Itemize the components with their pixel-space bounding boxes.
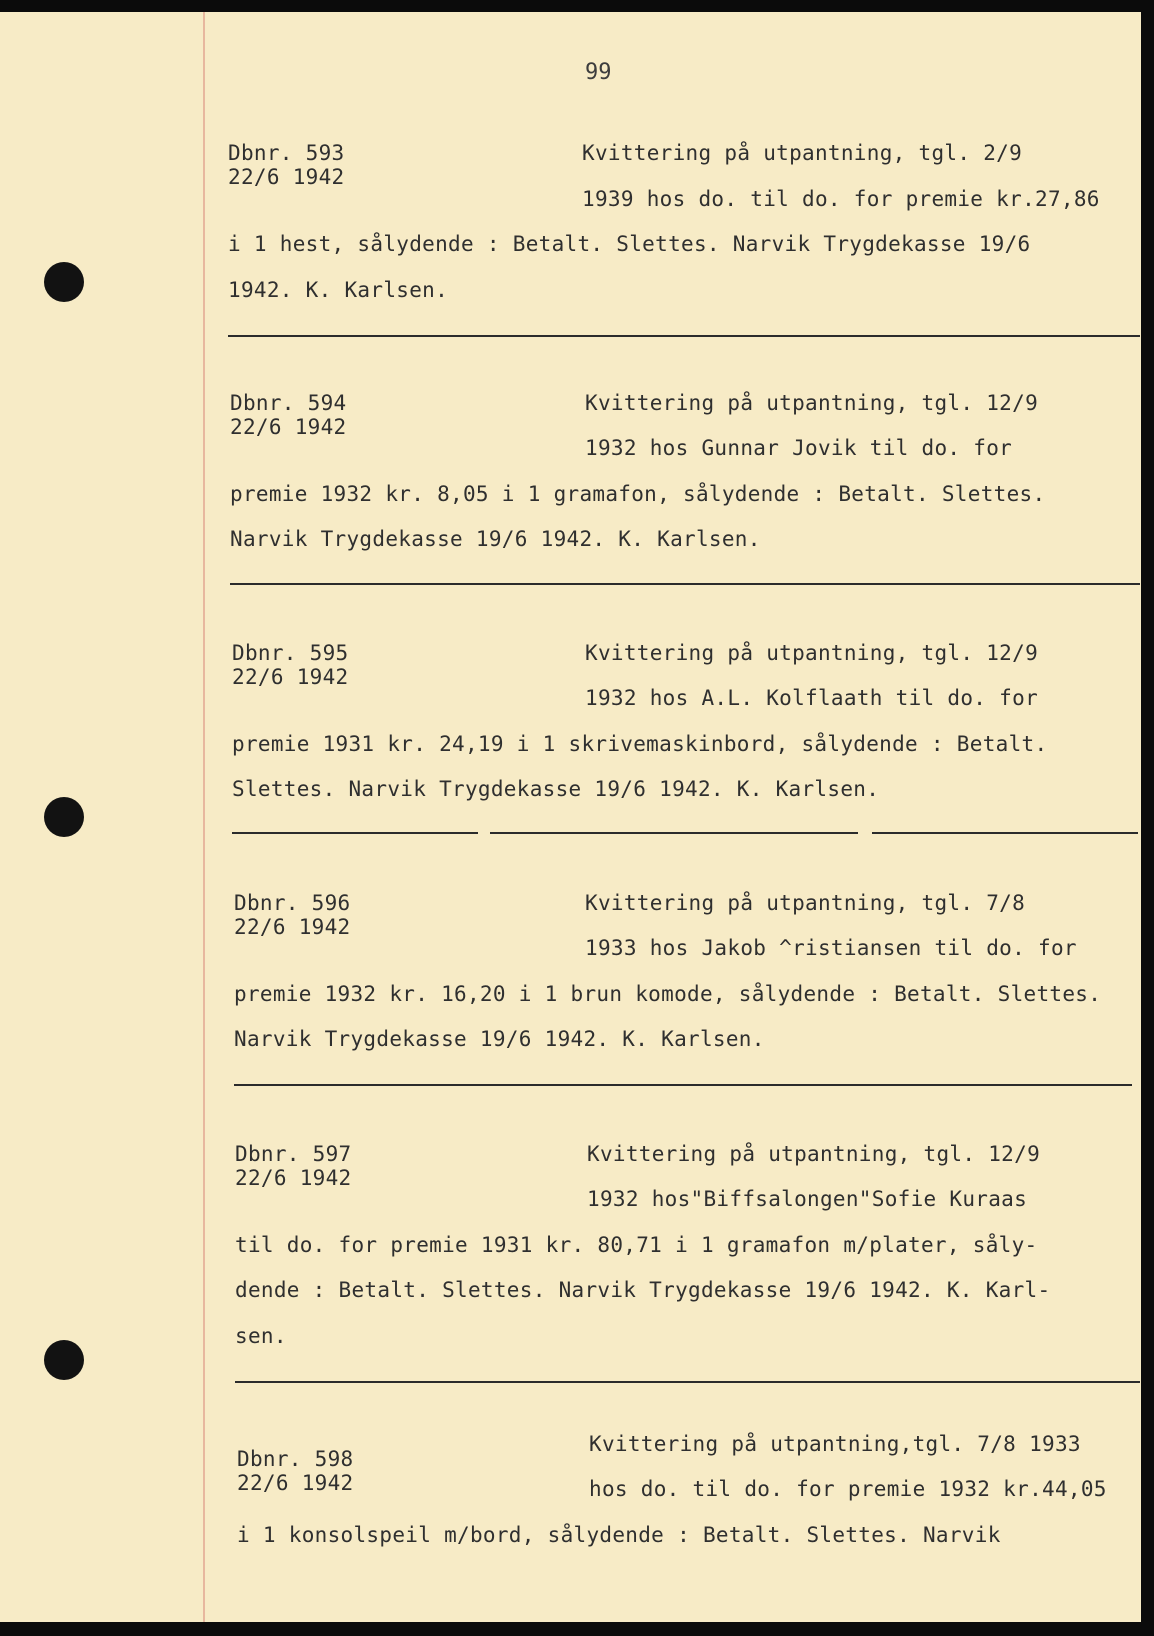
entry-text-line: Kvittering på utpantning, tgl. 2/9 xyxy=(582,141,1023,165)
entry-number: Dbnr. 596 xyxy=(234,891,351,915)
entry-divider xyxy=(490,832,858,834)
entry-text-line: 1942. K. Karlsen. xyxy=(228,278,449,302)
entry-text-line: 1932 hos A.L. Kolflaath til do. for xyxy=(585,686,1039,710)
entry-text-line: i 1 konsolspeil m/bord, sålydende : Betalt. Slettes. Narvik xyxy=(237,1523,1001,1547)
entry-date: 22/6 1942 xyxy=(228,165,345,189)
entry-text-line: premie 1931 kr. 24,19 i 1 skrivemaskinbord, sålydende : Betalt. xyxy=(232,732,1048,756)
entry-text-line: Narvik Trygdekasse 19/6 1942. K. Karlsen. xyxy=(230,527,761,551)
ledger-page xyxy=(0,12,1141,1622)
entry-text-line: Kvittering på utpantning, tgl. 12/9 xyxy=(585,641,1039,665)
entry-date: 22/6 1942 xyxy=(232,665,349,689)
punch-hole xyxy=(44,1340,84,1380)
entry-divider xyxy=(232,832,478,834)
entry-divider xyxy=(234,1084,1132,1086)
entry-divider xyxy=(872,832,1138,834)
entry-date: 22/6 1942 xyxy=(235,1166,352,1190)
entry-date: 22/6 1942 xyxy=(230,415,347,439)
entry-text-line: 1933 hos Jakob ^ristiansen til do. for xyxy=(585,936,1077,960)
entry-text-line: Kvittering på utpantning, tgl. 7/8 xyxy=(585,891,1026,915)
entry-text-line: sen. xyxy=(235,1324,287,1348)
entry-text-line: dende : Betalt. Slettes. Narvik Trygdekasse 19/6 1942. K. Karl- xyxy=(235,1278,1051,1302)
entry-text-line: Kvittering på utpantning,tgl. 7/8 1933 xyxy=(589,1432,1081,1456)
entry-text-line: 1932 hos Gunnar Jovik til do. for xyxy=(585,436,1013,460)
entry-text-line: Narvik Trygdekasse 19/6 1942. K. Karlsen. xyxy=(234,1027,765,1051)
entry-text-line: 1939 hos do. til do. for premie kr.27,86 xyxy=(582,187,1100,211)
entry-text-line: i 1 hest, sålydende : Betalt. Slettes. Narvik Trygdekasse 19/6 xyxy=(228,232,1031,256)
entry-divider xyxy=(235,1381,1140,1383)
entry-date: 22/6 1942 xyxy=(234,915,351,939)
entry-number: Dbnr. 597 xyxy=(235,1142,352,1166)
entry-number: Dbnr. 595 xyxy=(232,641,349,665)
entry-number: Dbnr. 598 xyxy=(237,1447,354,1471)
punch-hole xyxy=(44,797,84,837)
page-number: 99 xyxy=(585,60,612,85)
entry-text-line: 1932 hos"Biffsalongen"Sofie Kuraas xyxy=(587,1187,1028,1211)
entry-divider xyxy=(230,583,1140,585)
entry-number: Dbnr. 594 xyxy=(230,391,347,415)
entry-text-line: Kvittering på utpantning, tgl. 12/9 xyxy=(587,1142,1041,1166)
entry-text-line: premie 1932 kr. 16,20 i 1 brun komode, sålydende : Betalt. Slettes. xyxy=(234,982,1102,1006)
entry-text-line: til do. for premie 1931 kr. 80,71 i 1 gramafon m/plater, såly- xyxy=(235,1233,1038,1257)
entry-text-line: Kvittering på utpantning, tgl. 12/9 xyxy=(585,391,1039,415)
entry-divider xyxy=(228,335,1140,337)
punch-hole xyxy=(44,262,84,302)
entry-date: 22/6 1942 xyxy=(237,1471,354,1495)
entry-text-line: hos do. til do. for premie 1932 kr.44,05 xyxy=(589,1477,1107,1501)
entry-text-line: Slettes. Narvik Trygdekasse 19/6 1942. K. Karlsen. xyxy=(232,777,880,801)
margin-line xyxy=(203,12,205,1622)
entry-text-line: premie 1932 kr. 8,05 i 1 gramafon, sålydende : Betalt. Slettes. xyxy=(230,482,1046,506)
entry-number: Dbnr. 593 xyxy=(228,141,345,165)
